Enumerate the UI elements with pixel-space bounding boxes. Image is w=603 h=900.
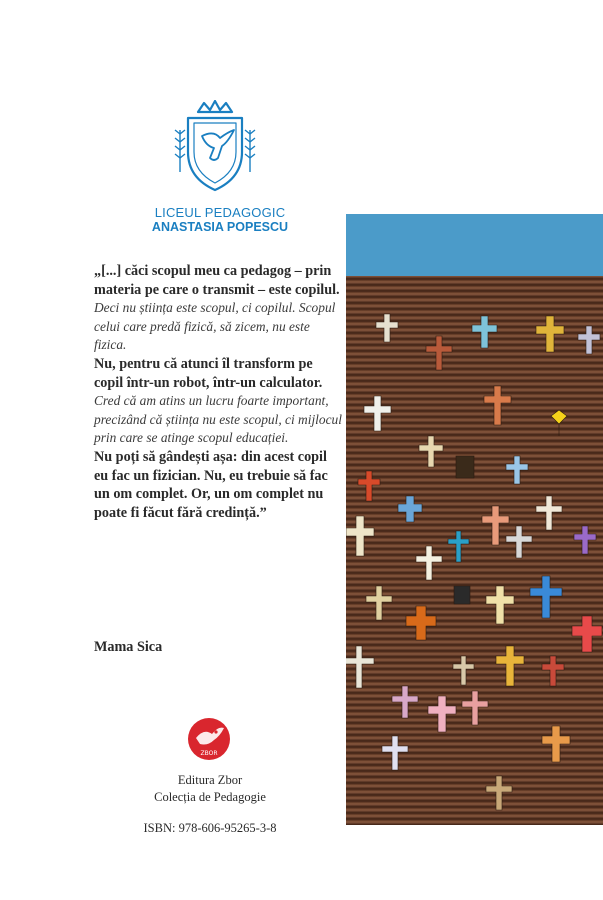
decorative-crosses-icon [346,276,603,825]
publisher-name: Editura Zbor [177,773,243,787]
quote-paragraph-2: Deci nu știința este scopul, ci copilul. Scopul celui care predă fizică, să zicem, nu este fizica. [94,300,336,353]
publisher-logo-text: ZBOR [200,750,218,757]
school-logo-icon [170,100,260,196]
quote-paragraph-1: „[...] căci scopul meu ca pedagog – prin materia pe care o transmit – este copilul. [94,263,340,298]
crosses-photo [346,214,603,825]
publisher-logo-icon [186,716,232,762]
quote-paragraph-3: Nu, pentru că atunci îl transform pe copil într-un robot, într-un calculator. [94,355,323,391]
publisher-collection: Colecția de Pedagogie [154,790,266,804]
isbn: ISBN: 978-606-95265-3-8 [143,821,277,835]
quote-block [94,262,342,522]
photo-blue-band [346,214,603,276]
quote-author: Mama Sica [94,639,163,655]
school-name [140,206,300,234]
publisher-info [110,772,310,837]
quote-paragraph-5: Nu poți să gândești așa: din acest copil eu fac un fizician. Nu, eu trebuie să fac un om complet. Or, un om complet nu poate fi făcut fără credință.” [94,448,328,521]
quote-paragraph-4: Cred că am atins un lucru foarte important, precizând că știința nu este scopul, ci mijlocul prin care se atinge scopul educației. [94,393,342,446]
school-name-line1: LICEUL PEDAGOGIC [154,205,286,220]
school-name-line2: ANASTASIA POPESCU [151,220,289,234]
